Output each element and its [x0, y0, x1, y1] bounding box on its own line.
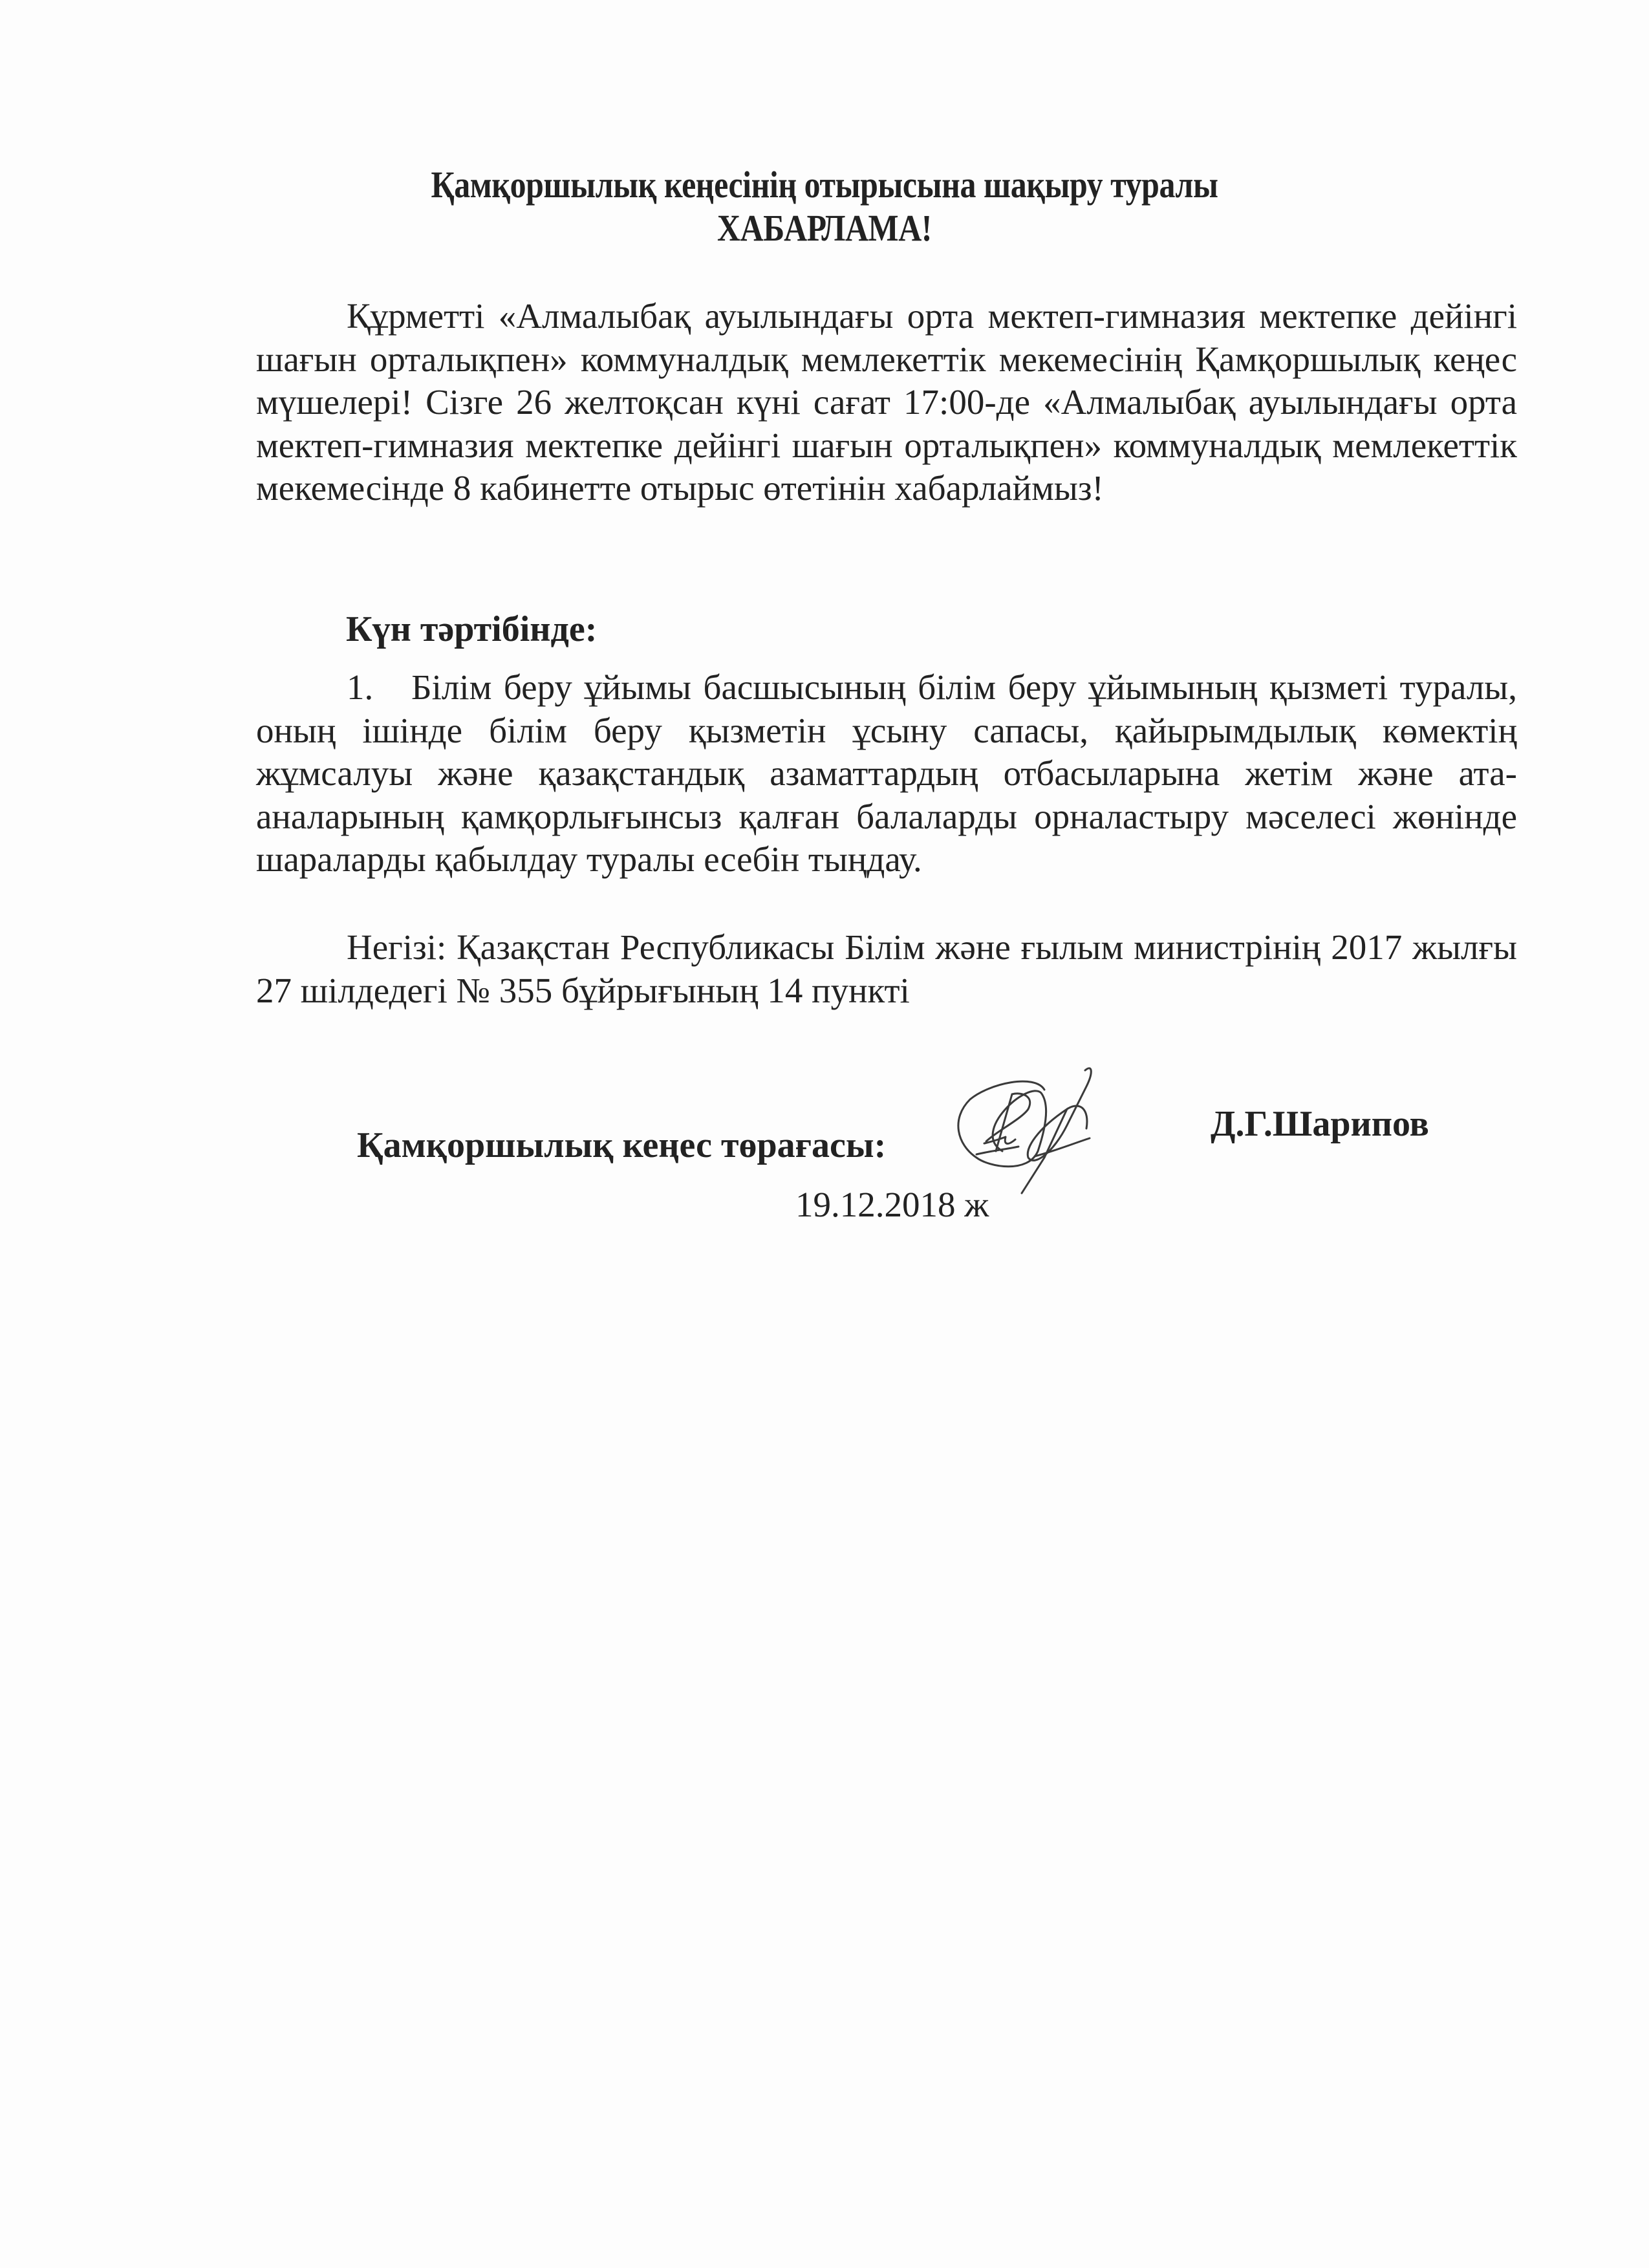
- document-date: 19.12.2018 ж: [795, 1185, 989, 1224]
- document-title: Қамқоршылық кеңесінің отырысына шақыру туралы: [431, 164, 1218, 206]
- document-title-notice: ХАБАРЛАМА!: [717, 207, 932, 249]
- signatory-role: Қамқоршылық кеңес төрағасы:: [357, 1125, 887, 1165]
- invitation-paragraph: Құрметті «Алмалыбақ ауылындағы орта мектеп-гимназия мектепке дейінгі шағын орталықпен» коммуналдық мемлекеттік мекемесінің Қамқоршылық кеңес мүшелері! Сізге 26 желтоқсан күні сағат 17:00-де «Алмалыбақ ауылындағы орта мектеп-гимназия мектепке дейінгі шағын орталықпен» коммуналдық мемлекеттік мекемесінде 8 кабинетте отырыс өтетінін хабарлаймыз!: [256, 296, 1517, 508]
- agenda-item-text: Білім беру ұйымы басшысының білім беру ұйымының қызметі туралы, оның ішінде білім беру қызметін ұсыну сапасы, қайырымдылық көмектің жұмсалуы және қазақстандық азаматтардың отбасыларына жетім және ата-аналарының қамқорлығынсыз қалған балаларды орналастыру мәселесі жөнінде шараларды қабылдау туралы есебін тыңдау.: [256, 667, 1517, 879]
- signatory-name: Д.Г.Шарипов: [1211, 1104, 1429, 1144]
- agenda-item-number: 1.: [347, 667, 374, 707]
- legal-basis: Негізі: Қазақстан Республикасы Білім және ғылым министрінің 2017 жылғы 27 шілдедегі № 355 бұйрығының 14 пункті: [256, 927, 1517, 1010]
- agenda-item: [256, 666, 1517, 881]
- agenda-heading: Күн тәртібінде:: [346, 609, 598, 649]
